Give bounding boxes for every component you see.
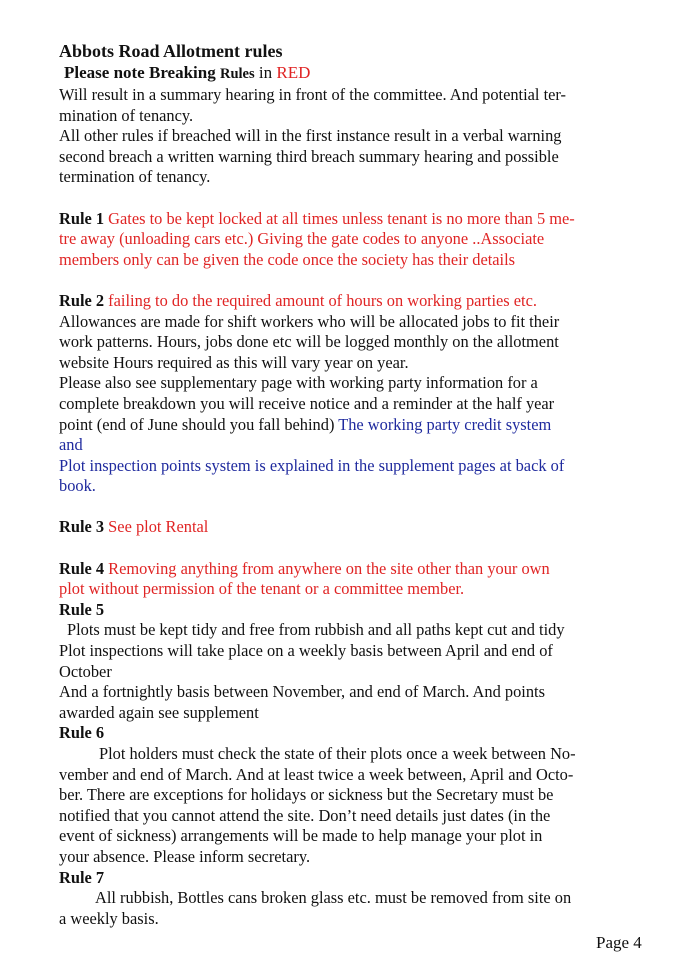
rule-2-label: Rule 2 <box>59 290 105 310</box>
rule-5-line: Plots must be kept tidy and free from rubbish and all paths kept cut and tidy <box>67 620 565 640</box>
rule-2-blue-line: book. <box>59 476 96 496</box>
intro-line: Will result in a summary hearing in front of the committee. And potential ter- <box>59 85 566 104</box>
rule-5-label: Rule 5 <box>59 599 105 619</box>
rule-2-line: website Hours required as this will vary year on year. <box>59 352 409 372</box>
subtitle-part3: in <box>254 63 277 82</box>
page-number: Page 4 <box>596 933 642 952</box>
rule-3-text: See plot Rental <box>104 517 209 537</box>
rule-4 <box>59 559 619 580</box>
document-title: Abbots Road Allotment rules <box>59 41 283 61</box>
spacer <box>59 538 619 559</box>
rule-1-label: Rule 1 <box>59 208 105 228</box>
rule-5-line: awarded again see supplement <box>59 702 259 722</box>
rule-4-label: Rule 4 <box>59 558 105 578</box>
rule-3 <box>59 517 619 538</box>
intro-line: All other rules if breached will in the first instance result in a verbal warning <box>59 126 562 146</box>
rule-4-text: Removing anything from anywhere on the site other than your own <box>104 558 550 578</box>
rule-2-mixed-black: point (end of June should you fall behind) <box>59 414 339 434</box>
rule-7-line: All rubbish, Bottles cans broken glass etc. must be removed from site on <box>95 888 572 908</box>
rule-1 <box>59 209 619 230</box>
intro-line: mination of tenancy. <box>59 105 194 125</box>
rule-7-line: a weekly basis. <box>59 908 159 928</box>
rule-2-line: complete breakdown you will receive notice and a reminder at the half year <box>59 393 555 413</box>
subtitle-part4: RED <box>276 63 311 82</box>
subtitle-part1: Please note Breaking <box>64 63 220 82</box>
rule-6-line: Plot holders must check the state of their plots once a week between No- <box>99 744 576 763</box>
rule-6-line: event of sickness) arrangements will be made to help manage your plot in <box>59 826 543 846</box>
rule-6-line: vember and end of March. And at least twice a week between, April and Octo- <box>59 764 574 784</box>
rule-6-line: your absence. Please inform secretary. <box>59 846 311 866</box>
subtitle-part2: Rules <box>219 66 255 82</box>
rule-5-line: Plot inspections will take place on a weekly basis between April and end of <box>59 641 553 661</box>
rule-3-label: Rule 3 <box>59 517 105 537</box>
rule-5-line: And a fortnightly basis between November, and end of March. And points <box>59 682 545 702</box>
rule-2-line <box>59 415 619 436</box>
document-page <box>59 40 619 929</box>
intro-line: second breach a written warning third breach summary hearing and possible <box>59 146 559 166</box>
rule-1-line: tre away (unloading cars etc.) Giving the gate codes to anyone ..Associate <box>59 229 545 249</box>
rule-2-blue-line: Plot inspection points system is explained in the supplement pages at back of <box>59 455 565 475</box>
spacer <box>59 270 619 291</box>
rule-6-label: Rule 6 <box>59 723 105 743</box>
rule-2-line: work patterns. Hours, jobs done etc will be logged monthly on the allotment <box>59 332 559 352</box>
rule-2 <box>59 291 619 312</box>
rule-6-line: ber. There are exceptions for holidays or sickness but the Secretary must be <box>59 785 554 805</box>
rule-6-line: notified that you cannot attend the site. Don’t need details just dates (in the <box>59 805 551 825</box>
rule-2-blue-line: and <box>59 435 83 455</box>
spacer <box>59 497 619 518</box>
rule-5-line: October <box>59 661 112 681</box>
rule-1-text: Gates to be kept locked at all times unless tenant is no more than 5 me- <box>104 208 575 228</box>
rule-2-line: Allowances are made for shift workers who will be allocated jobs to fit their <box>59 311 560 331</box>
rule-1-line: members only can be given the code once the society has their details <box>59 249 516 269</box>
rule-2-text: failing to do the required amount of hours on working parties etc. <box>104 290 537 310</box>
rule-2-line: Please also see supplementary page with working party information for a <box>59 373 538 393</box>
rule-4-line: plot without permission of the tenant or a committee member. <box>59 579 465 599</box>
rule-2-mixed-blue: The working party credit system <box>338 414 552 434</box>
document-subtitle <box>59 62 619 85</box>
intro-line: termination of tenancy. <box>59 167 211 187</box>
rule-7-label: Rule 7 <box>59 867 105 887</box>
spacer <box>59 188 619 209</box>
